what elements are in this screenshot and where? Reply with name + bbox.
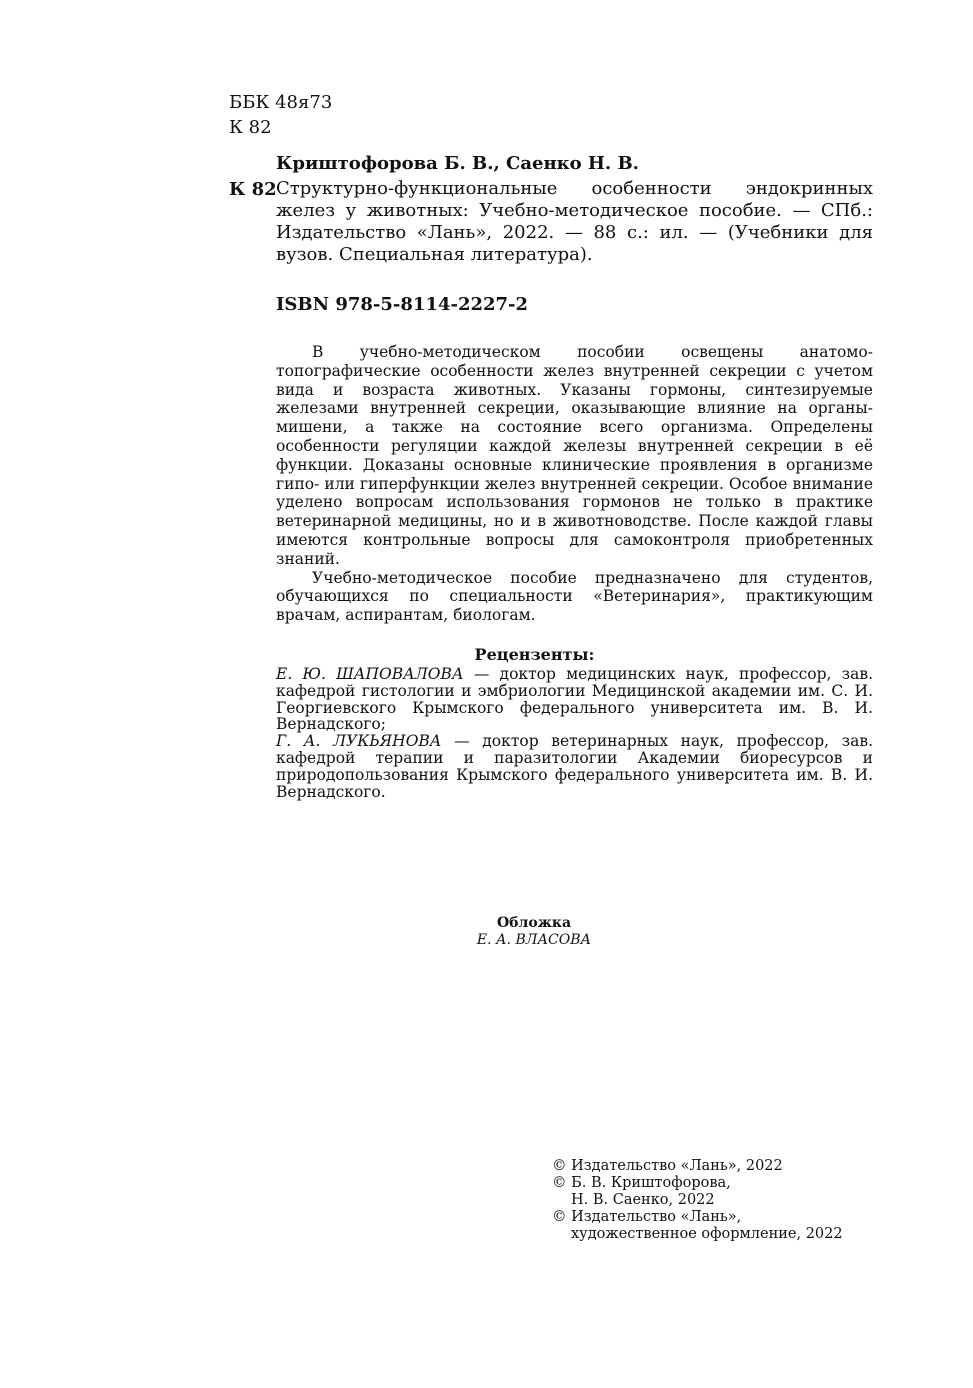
entry-code: К 82 (229, 179, 277, 200)
copyright-line: © Б. В. Криштофорова, (552, 1175, 731, 1191)
copyright-line: © Издательство «Лань», (552, 1209, 742, 1225)
bbk-code: ББК 48я73 (229, 92, 333, 113)
reviewer-name: Г. А. ЛУКЬЯНОВА (276, 732, 442, 751)
cover-credit (434, 915, 634, 949)
reviewer-details: — доктор медицинских наук, профессор, зав. кафедрой гистологии и эмбриологии Медицинской академии им. С. И. Георгиевского Крымского федерального университета им. В. И. Вернадского; (276, 665, 873, 734)
bbk-block (229, 90, 332, 140)
reviewer-details: — доктор ветеринарных наук, профессор, зав. кафедрой терапии и паразитологии Академии биоресурсов и природопользования Крымского федерального университета им. В. И. Вернадского. (276, 732, 873, 801)
copyright-block (552, 1158, 843, 1243)
isbn: ISBN 978-5-8114-2227-2 (276, 294, 529, 315)
cover-label: Обложка (496, 915, 572, 931)
entry-authors: Криштофорова Б. В., Саенко Н. В. (276, 153, 639, 174)
annotation-paragraph: В учебно-методическом пособии освещены анатомо-топографические особенности желез внутренней секреции с учетом вида и возраста животных. Указаны гормоны, синтезируемые железами внутренней секреции, оказывающие влияние на органы-мишени, а также на состояние всего организма. Определены особенности регуляции каждой железы внутренней секреции в её функции. Доказаны основные клинические проявления в организме гипо- или гиперфункции желез внутренней секреции. Особое внимание уделено вопросам использования гормонов не только в практике ветеринарной медицины, но и в животноводстве. После каждой главы имеются контрольные вопросы для самоконтроля приобретенных знаний. (276, 343, 873, 568)
annotation-paragraph: Учебно-методическое пособие предназначено для студентов, обучающихся по специальности «Ветеринария», практикующим врачам, аспирантам, биологам. (276, 568, 873, 625)
cover-designer: Е. А. ВЛАСОВА (476, 932, 592, 948)
copyright-line: художественное оформление, 2022 (571, 1226, 843, 1242)
reviewer-name: Е. Ю. ШАПОВАЛОВА (276, 665, 464, 683)
reviewers-title: Рецензенты: (474, 645, 595, 664)
reviewers-list (276, 666, 873, 800)
entry-description: Структурно-функциональные особенности эндокринных желез у животных: Учебно-методическое пособие. — СПб.: Издательство «Лань», 2022. — 88 с.: ил. — (Учебники для вузов. Специальная литература). (276, 178, 873, 265)
reviewer-entry (276, 733, 873, 800)
annotation (276, 343, 873, 625)
author-mark: К 82 (229, 117, 272, 138)
reviewer-entry (276, 666, 873, 733)
copyright-line: Н. В. Саенко, 2022 (571, 1192, 715, 1208)
copyright-line: © Издательство «Лань», 2022 (552, 1158, 783, 1174)
